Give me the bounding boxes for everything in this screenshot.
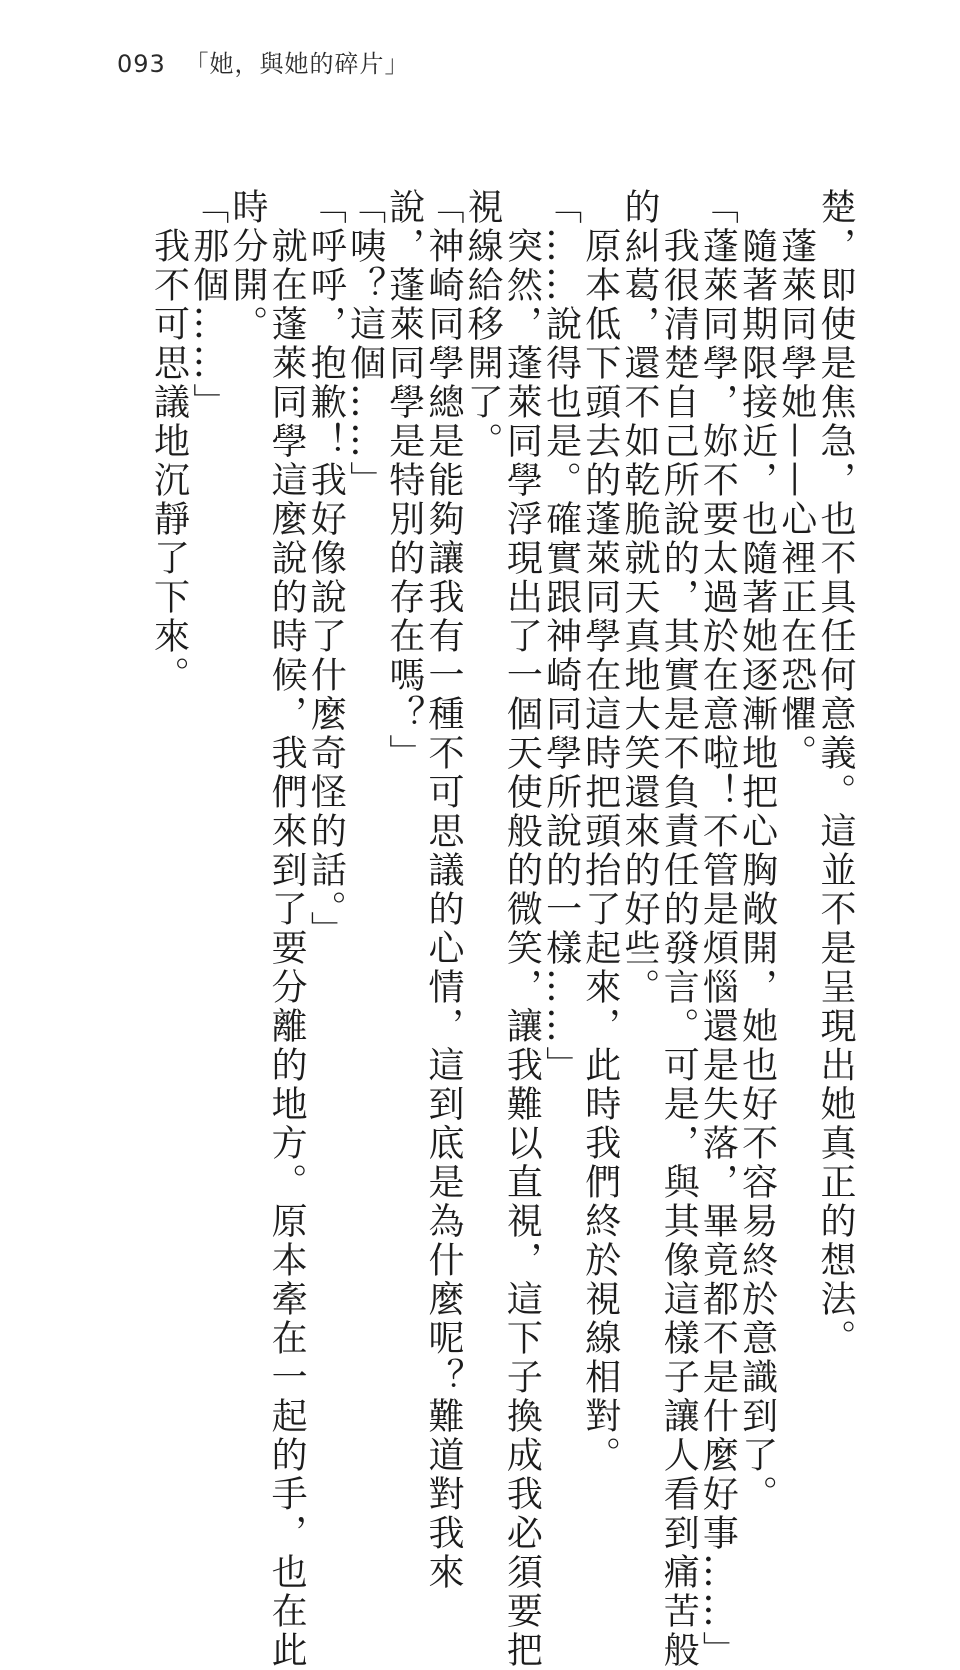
- text-line: 我不可思議地沉靜了下來。: [148, 188, 190, 695]
- body-text: [148, 188, 856, 1670]
- text-line: 「那個……」: [187, 188, 229, 422]
- text-line: 「蓬萊同學，妳不要太過於在意啦！不管是煩惱還是失落，畢竟都不是什麼好事……」: [697, 188, 739, 1670]
- text-line: 突然，蓬萊同學浮現出了一個天使般的微笑，讓我難以直視，這下子換成我必須要把: [501, 188, 543, 1670]
- text-line: 我很清楚自己所說的，其實是不負責任的發言。可是，與其像這樣子讓人看到痛苦般: [658, 188, 700, 1670]
- text-line: 就在蓬萊同學這麼說的時候，我們來到了要分離的地方。原本牽在一起的手，也在此: [266, 188, 308, 1670]
- chapter-title: 「她，與她的碎片」: [184, 50, 410, 78]
- text-line: 視線給移開了。: [462, 188, 504, 461]
- page-header: [117, 44, 409, 79]
- text-line: 「……說得也是。確實跟神崎同學所說的一樣……」: [540, 188, 582, 1085]
- text-line: 的糾葛，還不如乾脆就天真地大笑還來的好些。: [618, 188, 660, 1007]
- text-line: 隨著期限接近，也隨著她逐漸地把心胸敞開，她也好不容易終於意識到了。: [736, 188, 778, 1514]
- text-line: 原本低下頭去的蓬萊同學在這時把頭抬了起來，此時我們終於視線相對。: [579, 188, 621, 1475]
- text-line: 「咦？這個……」: [344, 188, 386, 500]
- text-line: 「呼呼，抱歉！我好像說了什麼奇怪的話。」: [305, 188, 347, 950]
- text-line: 蓬萊同學她——心裡正在恐懼。: [775, 188, 817, 773]
- text-line: 楚，即使是焦急，也不具任何意義。這並不是呈現出她真正的想法。: [815, 188, 856, 1358]
- page-number: 093: [117, 50, 166, 78]
- text-line: 「神崎同學總是能夠讓我有一種不可思議的心情，這到底是為什麼呢？難道對我來: [422, 188, 464, 1592]
- text-line: 時分開。: [226, 188, 268, 344]
- text-line: 說，蓬萊同學是特別的存在嗎？」: [383, 188, 425, 773]
